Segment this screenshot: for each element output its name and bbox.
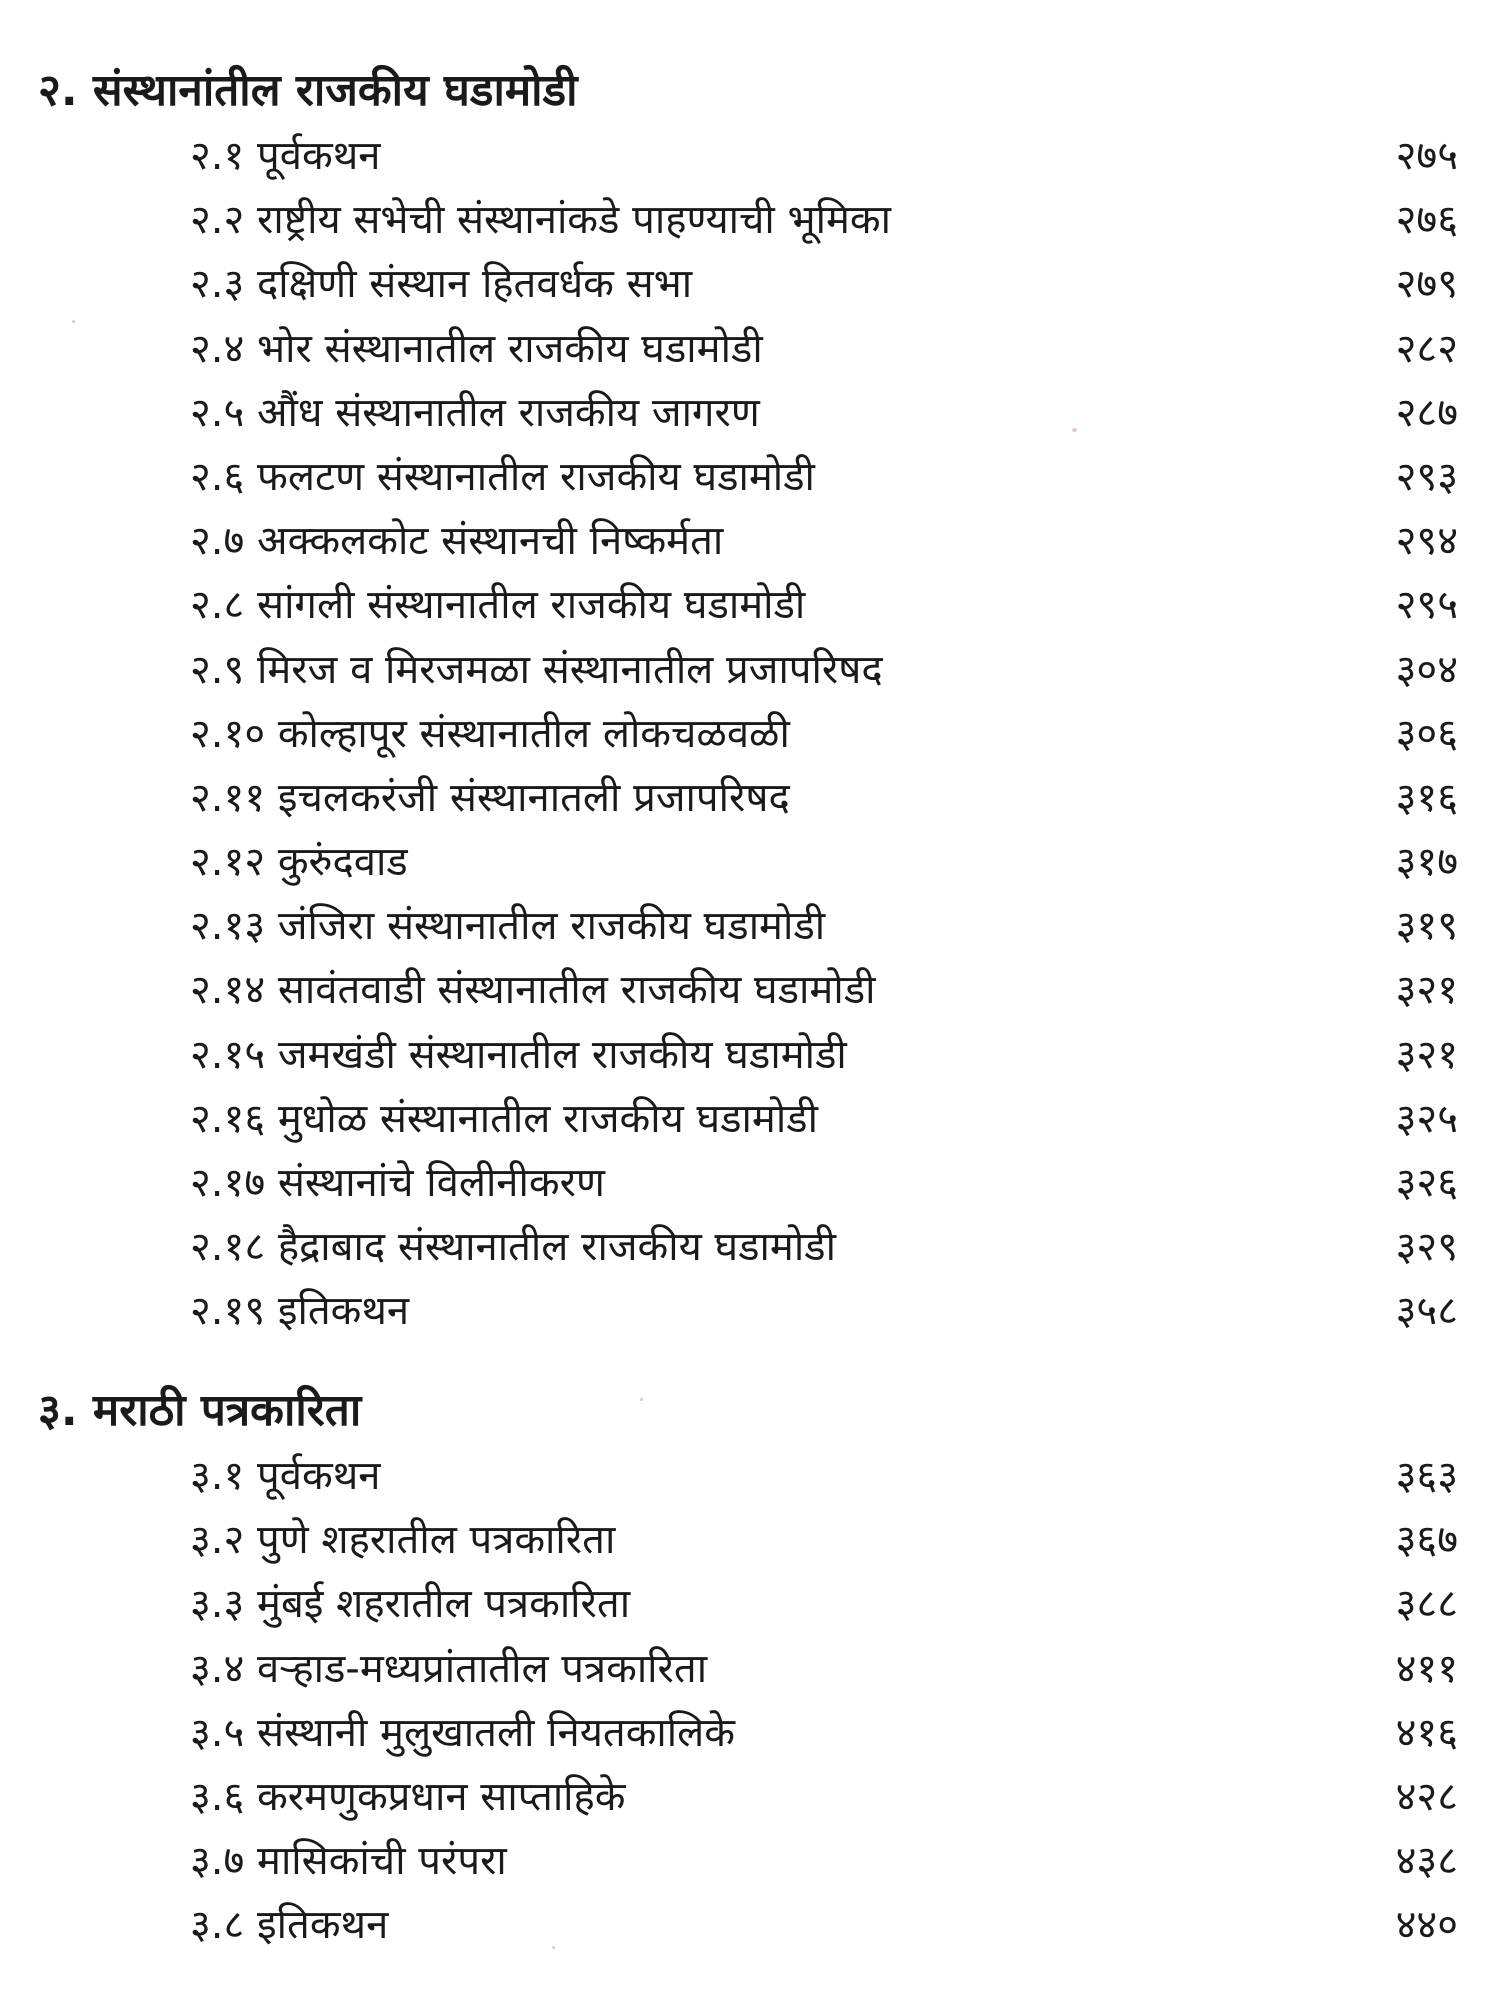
toc-entry (38, 1151, 1458, 1215)
entry-label: २.७ अक्कलकोट संस्थानची निष्कर्मता (190, 518, 724, 565)
toc-entry (38, 1087, 1458, 1151)
toc-entry (38, 381, 1458, 445)
toc-entry (38, 188, 1458, 252)
entry-label: २.४ भोर संस्थानातील राजकीय घडामोडी (190, 325, 763, 372)
entry-label: ३.२ पुणे शहरातील पत्रकारिता (190, 1517, 616, 1564)
entry-page-number: २७५ (1395, 133, 1458, 179)
toc-entry (38, 509, 1458, 573)
entry-label: ३.६ करमणुकप्रधान साप्ताहिके (190, 1773, 626, 1820)
entry-label: २.१ पूर्वकथन (190, 133, 381, 179)
toc-entry (38, 766, 1458, 830)
entry-page-number: ३१९ (1395, 903, 1458, 950)
scan-speck (72, 320, 75, 323)
toc-entry (38, 124, 1458, 188)
entry-page-number: २७९ (1395, 261, 1458, 308)
entry-page-number: ४३८ (1395, 1838, 1458, 1885)
toc-entry (38, 894, 1458, 958)
entry-page-number: २८२ (1395, 325, 1458, 372)
toc-entry (38, 702, 1458, 766)
entry-page-number: ३६७ (1395, 1517, 1458, 1564)
entry-page-number: ३२१ (1395, 1031, 1458, 1078)
entry-label: २.१७ संस्थानांचे विलीनीकरण (190, 1160, 605, 1206)
entry-page-number: ४१६ (1395, 1709, 1458, 1756)
entry-label: २.१० कोल्हापूर संस्थानातील लोकचळवळी (190, 710, 790, 757)
toc-entry (38, 445, 1458, 509)
entry-label: २.१५ जमखंडी संस्थानातील राजकीय घडामोडी (190, 1031, 847, 1078)
toc-entry (38, 638, 1458, 702)
entry-label: २.१३ जंजिरा संस्थानातील राजकीय घडामोडी (190, 903, 826, 950)
entry-label: ३.३ मुंबई शहरातील पत्रकारिता (190, 1581, 631, 1628)
toc-entry (38, 1444, 1458, 1508)
toc-entry (38, 1215, 1458, 1279)
toc-entry (38, 1637, 1458, 1701)
entry-page-number: ३२५ (1395, 1095, 1458, 1142)
entry-label: २.५ औंध संस्थानातील राजकीय जागरण (190, 389, 760, 436)
entry-page-number: ३२६ (1395, 1160, 1458, 1206)
toc-entry (38, 1829, 1458, 1893)
scan-speck (552, 1946, 555, 1949)
entry-page-number: २७६ (1395, 197, 1458, 244)
entry-label: २.९ मिरज व मिरजमळा संस्थानातील प्रजापरिषद (190, 646, 883, 693)
toc-entry (38, 1279, 1458, 1343)
entry-label: २.११ इचलकरंजी संस्थानातली प्रजापरिषद (190, 774, 790, 821)
entry-page-number: ३५८ (1395, 1288, 1458, 1335)
entry-label: २.८ सांगली संस्थानातील राजकीय घडामोडी (190, 582, 806, 629)
section-heading: २. संस्थानांतील राजकीय घडामोडी (38, 65, 578, 116)
toc-entry (38, 1572, 1458, 1636)
entry-page-number: ३२१ (1395, 967, 1458, 1014)
toc-section-3 (38, 1378, 1458, 1958)
entry-page-number: २९५ (1395, 582, 1458, 629)
entry-page-number: ३२९ (1395, 1224, 1458, 1271)
entry-label: ३.४ वऱ्हाड-मध्यप्रांतातील पत्रकारिता (190, 1645, 708, 1692)
entry-list (38, 124, 1458, 1344)
entry-label: २.१८ हैद्राबाद संस्थानातील राजकीय घडामोडी (190, 1224, 836, 1271)
entry-label: २.१४ सावंतवाडी संस्थानातील राजकीय घडामोडी (190, 967, 876, 1014)
entry-page-number: २९४ (1395, 518, 1458, 565)
entry-label: ३.१ पूर्वकथन (190, 1453, 381, 1499)
entry-page-number: ३१७ (1395, 839, 1458, 886)
entry-page-number: ३१६ (1395, 774, 1458, 821)
toc-entry (38, 958, 1458, 1022)
entry-label: २.१९ इतिकथन (190, 1288, 410, 1335)
entry-label: २.२ राष्ट्रीय सभेची संस्थानांकडे पाहण्याची भूमिका (190, 197, 891, 244)
entry-label: २.३ दक्षिणी संस्थान हितवर्धक सभा (190, 261, 693, 308)
entry-page-number: ३८८ (1395, 1581, 1458, 1628)
entry-label: २.१२ कुरुंदवाड (190, 839, 408, 886)
entry-label: ३.७ मासिकांची परंपरा (190, 1838, 507, 1885)
entry-page-number: २८७ (1395, 389, 1458, 436)
toc-entry (38, 830, 1458, 894)
entry-label: ३.८ इतिकथन (190, 1902, 389, 1949)
entry-label: ३.५ संस्थानी मुलुखातली नियतकालिके (190, 1709, 735, 1756)
toc-entry (38, 317, 1458, 381)
toc-entry (38, 1893, 1458, 1957)
entry-page-number: ३०४ (1395, 646, 1458, 693)
toc-section-2 (38, 58, 1458, 1344)
toc-entry (38, 1508, 1458, 1572)
entry-label: २.६ फलटण संस्थानातील राजकीय घडामोडी (190, 453, 815, 500)
entry-page-number: ४२८ (1395, 1773, 1458, 1820)
entry-page-number: २९३ (1395, 453, 1458, 500)
scan-speck (1072, 428, 1077, 432)
entry-page-number: ३०६ (1395, 710, 1458, 757)
section-heading: ३. मराठी पत्रकारिता (38, 1385, 362, 1436)
entry-label: २.१६ मुधोळ संस्थानातील राजकीय घडामोडी (190, 1095, 818, 1142)
entry-page-number: ३६३ (1395, 1453, 1458, 1499)
entry-page-number: ४११ (1395, 1645, 1458, 1692)
scan-speck (640, 1398, 643, 1401)
toc-entry (38, 252, 1458, 316)
entry-list (38, 1444, 1458, 1958)
toc-entry (38, 1701, 1458, 1765)
toc-entry (38, 573, 1458, 637)
toc-entry (38, 1023, 1458, 1087)
toc-entry (38, 1765, 1458, 1829)
entry-page-number: ४४० (1395, 1902, 1458, 1949)
